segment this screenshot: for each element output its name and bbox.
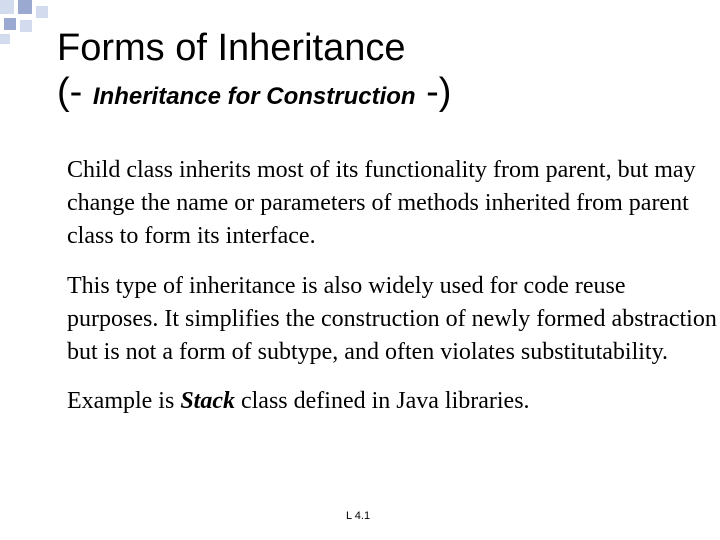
- paragraph-3: [67, 385, 717, 418]
- decoration-square: [20, 20, 32, 32]
- paragraph-3-before: Example is: [67, 388, 181, 414]
- slide-title: [57, 26, 451, 119]
- title-line-2: [57, 70, 451, 119]
- paragraph-2: This type of inheritance is also widely used for code reuse purposes. It simplifies the construction of newly formed abstraction but is not a form of subtype, and often violates substitutability.: [67, 273, 717, 365]
- decoration-square: [4, 18, 16, 30]
- decoration-square: [0, 34, 10, 44]
- decoration-square: [18, 0, 32, 14]
- paragraph-3-after: class defined in Java libraries.: [234, 388, 530, 414]
- decoration-square: [0, 0, 14, 14]
- decoration-square: [36, 6, 48, 18]
- title-line-1: Forms of Inheritance: [57, 27, 406, 69]
- title-close-paren: -): [415, 71, 452, 113]
- slide-footer: L 4.1: [346, 510, 371, 522]
- title-open-paren: (-: [57, 71, 93, 113]
- slide-body: [67, 154, 717, 418]
- title-subtitle: Inheritance for Construction: [92, 83, 416, 110]
- paragraph-1: Child class inherits most of its functionality from parent, but may change the name or parameters of methods inherited from parent class to form its interface.: [67, 157, 696, 249]
- corner-decoration: [0, 0, 60, 52]
- stack-emphasis: Stack: [180, 388, 235, 414]
